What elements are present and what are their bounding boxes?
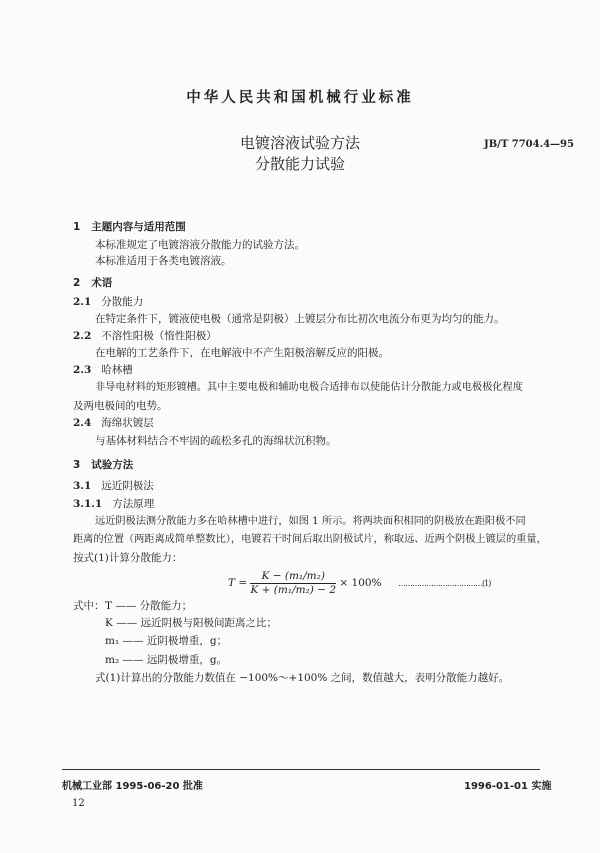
where-intro: 式中： <box>73 600 105 612</box>
variable-m2: m₂ —— 远阴极增重，g。 <box>105 654 228 666</box>
clause-title: 方法原理 <box>112 498 155 510</box>
variable-m1: m₁ —— 近阴极增重，g； <box>105 635 228 647</box>
section-title: 术语 <box>91 277 113 289</box>
clause-number: 3.1.1 <box>73 498 103 510</box>
section-number: 2 <box>73 277 81 289</box>
clause-title: 远近阴极法 <box>101 480 154 492</box>
section-title: 试验方法 <box>91 459 134 471</box>
section-title: 主题内容与适用范围 <box>91 221 186 233</box>
term-title: 海绵状镀层 <box>101 417 154 429</box>
equation-number: ………………………………(1) <box>398 579 491 588</box>
term-title: 分散能力 <box>101 296 144 308</box>
clause-number: 3.1 <box>73 480 92 492</box>
paragraph: 按式(1)计算分散能力： <box>73 552 183 564</box>
term-title: 哈林槽 <box>101 364 133 376</box>
paragraph: 本标准规定了电镀溶液分散能力的试验方法。 <box>95 239 305 251</box>
formula-lhs: T = <box>228 577 248 589</box>
paragraph: 非导电材料的矩形镀槽。其中主要电极和辅助电极合适排布以使能估计分散能力或电极极化程度 <box>95 382 523 393</box>
page-number: 12 <box>72 798 85 809</box>
paragraph: 在电解的工艺条件下，在电解液中不产生阳极溶解反应的阳极。 <box>95 347 389 359</box>
formula-numerator: K − (m₁/m₂) <box>250 570 336 584</box>
section-3-heading <box>73 458 133 472</box>
formula-denominator: K + (m₁/m₂) − 2 <box>250 583 337 596</box>
clause-3-1 <box>73 479 154 493</box>
clause-number: 2.1 <box>73 296 92 308</box>
title-line-1: 电镀溶液试验方法 <box>239 134 360 152</box>
clause-3-1-1 <box>73 497 154 511</box>
paragraph: 及两电极间的电势。 <box>73 400 168 412</box>
term-title: 不溶性阳极（惰性阳极） <box>101 330 217 342</box>
section-number: 3 <box>73 459 81 471</box>
paragraph: 式(1)计算出的分散能力数值在 −100%～+100% 之间，数值越大，表明分散能力越好。 <box>95 672 510 684</box>
paragraph: 与基体材料结合不牢固的疏松多孔的海绵状沉积物。 <box>95 435 337 447</box>
footer-rule <box>62 769 540 770</box>
clause-number: 2.3 <box>73 364 92 376</box>
term-2-1 <box>73 295 143 309</box>
paragraph: 本标准适用于各类电镀溶液。 <box>95 255 232 267</box>
formula-fraction <box>250 570 336 597</box>
section-number: 1 <box>73 221 81 233</box>
term-2-3 <box>73 363 133 377</box>
variable-K: K —— 远近阴极与阳极间距离之比； <box>105 617 278 629</box>
approval-note: 机械工业部 1995-06-20 批准 <box>62 781 203 792</box>
title-line-2: 分散能力试验 <box>254 155 345 173</box>
section-2-heading <box>73 276 112 290</box>
paragraph: 在特定条件下，镀液使电极（通常是阴极）上镀层分布比初次电流分布更为均匀的能力。 <box>95 313 505 325</box>
paragraph: 远近阴极法测分散能力多在哈林槽中进行，如图 1 所示。将两块面积相同的阴极放在距阳极不同 <box>95 516 526 527</box>
formula-1 <box>228 568 382 598</box>
formula-rhs: × 100% <box>339 577 382 589</box>
implementation-note: 1996-01-01 实施 <box>464 781 552 792</box>
paragraph: 距离的位置（两距离成简单整数比），电镀若干时间后取出阴极试片，称取远、近两个阴极上镀层的重量， <box>73 534 547 545</box>
clause-number: 2.2 <box>73 330 92 342</box>
clause-number: 2.4 <box>73 417 92 429</box>
standard-header: 中华人民共和国机械行业标准 <box>186 90 414 106</box>
section-1-heading <box>73 220 186 234</box>
term-2-2 <box>73 329 217 343</box>
variable-T: T —— 分散能力； <box>105 600 193 612</box>
standard-code: JB/T 7704.4—95 <box>484 139 574 150</box>
term-2-4 <box>73 416 154 430</box>
